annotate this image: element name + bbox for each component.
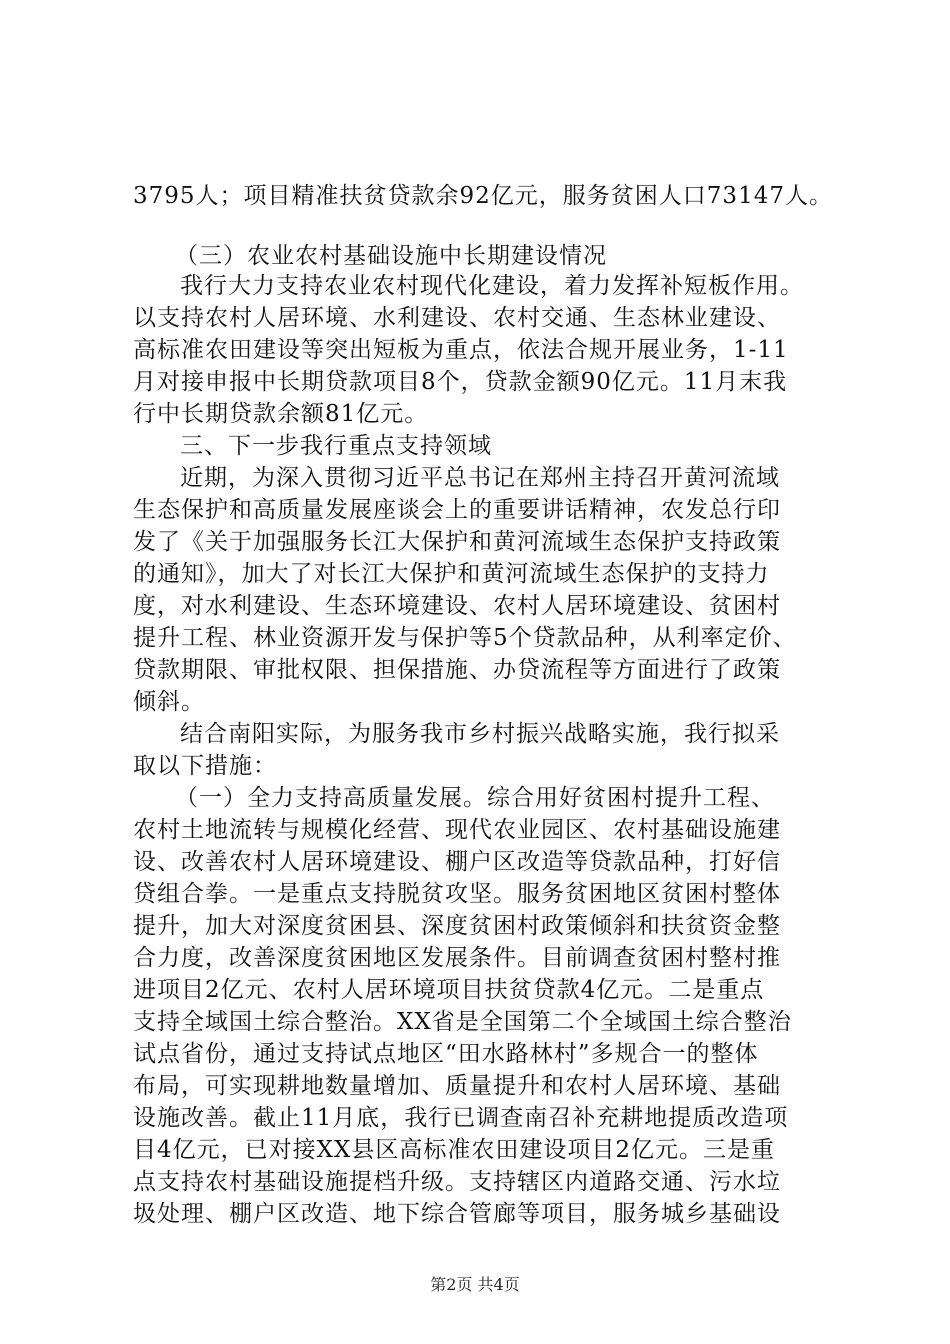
text-line: 进项目2亿元、农村人居环境项目扶贫贷款4亿元。二是重点 — [133, 977, 765, 1003]
text-line: 度，对水利建设、生态环境建设、农村人居环境建设、贫困村 — [133, 593, 781, 619]
text-line: 圾处理、棚户区改造、地下综合管廊等项目，服务城乡基础设 — [133, 1201, 781, 1227]
text-line: 点支持农村基础设施提档升级。支持辖区内道路交通、污水垃 — [133, 1169, 781, 1195]
section-heading: 三、下一步我行重点支持领域 — [180, 433, 492, 459]
text-line: 结合南阳实际，为服务我市乡村振兴战略实施，我行拟采 — [180, 721, 780, 747]
text-line: 试点省份，通过支持试点地区“田水路林村”多规合一的整体 — [133, 1041, 759, 1067]
text-line: 近期，为深入贯彻习近平总书记在郑州主持召开黄河流域 — [180, 465, 780, 491]
text-line: 农村土地流转与规模化经营、现代农业园区、农村基础设施建 — [133, 817, 781, 843]
text-line: 贷组合拳。一是重点支持脱贫攻坚。服务贫困地区贫困村整体 — [133, 881, 781, 907]
text-line: 合力度，改善深度贫困地区发展条件。目前调查贫困村整村推 — [133, 945, 781, 971]
text-line: 我行大力支持农业农村现代化建设，着力发挥补短板作用。 — [180, 273, 804, 299]
text-line: 高标准农田建设等突出短板为重点，依法合规开展业务，1-11 — [133, 337, 789, 363]
text-line: 行中长期贷款余额81亿元。 — [133, 401, 429, 427]
page-number-footer: 第2页 共4页 — [430, 1275, 520, 1294]
section-heading: （三）农业农村基础设施中长期建设情况 — [175, 243, 607, 269]
text-line: 支持全域国土综合整治。XX省是全国第二个全域国土综合整治 — [133, 1009, 792, 1035]
text-line: 提升，加大对深度贫困县、深度贫困村政策倾斜和扶贫资金整 — [133, 913, 781, 939]
text-line: （一）全力支持高质量发展。综合用好贫困村提升工程、 — [175, 785, 775, 811]
text-line: 取以下措施： — [133, 753, 277, 779]
text-line: 的通知》，加大了对长江大保护和黄河流域生态保护的支持力 — [133, 561, 770, 587]
text-line: 贷款期限、审批权限、担保措施、办贷流程等方面进行了政策 — [133, 657, 781, 683]
text-line: 发了《关于加强服务长江大保护和黄河流域生态保护支持政策 — [133, 529, 781, 555]
text-line: 目4亿元，已对接XX县区高标准农田建设项目2亿元。三是重 — [133, 1137, 776, 1163]
text-line: 设施改善。截止11月底，我行已调查南召补充耕地提质改造项 — [133, 1105, 789, 1131]
text-line: 布局，可实现耕地数量增加、质量提升和农村人居环境、基础 — [133, 1073, 781, 1099]
text-line: 提升工程、林业资源开发与保护等5个贷款品种，从利率定价、 — [133, 625, 797, 651]
text-line: 3795人；项目精准扶贫贷款余92亿元，服务贫困人口73147人。 — [133, 183, 833, 209]
text-line: 倾斜。 — [133, 689, 205, 715]
text-line: 生态保护和高质量发展座谈会上的重要讲话精神，农发总行印 — [133, 497, 781, 523]
text-line: 月对接申报中长期贷款项目8个，贷款金额90亿元。11月末我 — [133, 369, 788, 395]
text-line: 以支持农村人居环境、水利建设、农村交通、生态林业建设、 — [133, 305, 781, 331]
text-line: 设、改善农村人居环境建设、棚户区改造等贷款品种，打好信 — [133, 849, 781, 875]
